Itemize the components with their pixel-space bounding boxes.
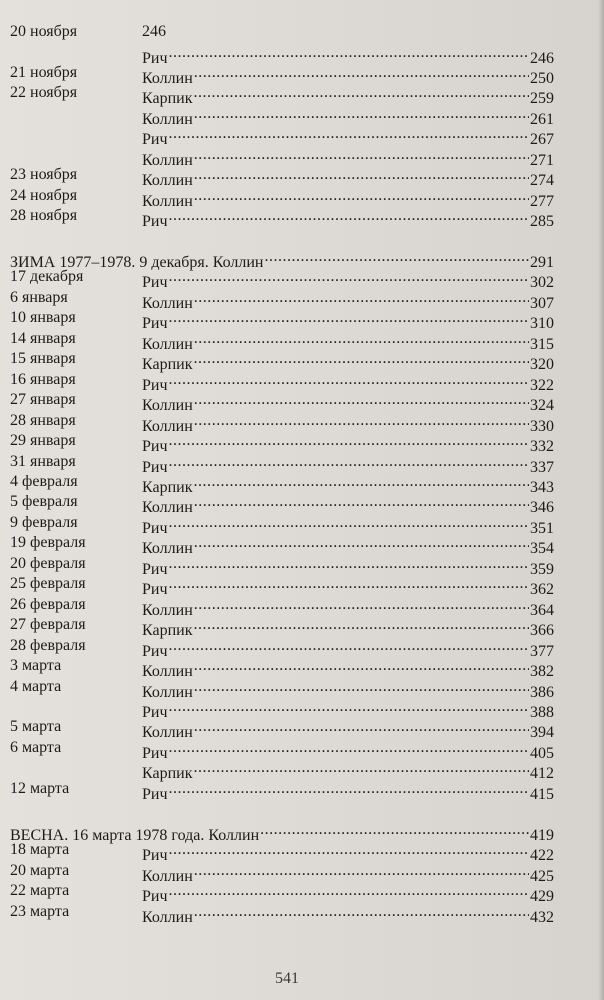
dot-leader	[194, 63, 529, 83]
dot-leader	[193, 615, 529, 635]
dot-leader	[193, 472, 529, 492]
toc-entry	[142, 206, 554, 232]
narrator-name: Рич	[142, 376, 168, 394]
page-ref: 415	[530, 785, 554, 803]
page-ref: 271	[530, 151, 554, 169]
page-ref: 394	[530, 724, 554, 742]
toc-line	[10, 615, 554, 640]
narrator-name: Коллин	[142, 69, 193, 87]
entry-date: 31 января	[10, 452, 76, 470]
entry-date: 18 марта	[10, 841, 70, 859]
dot-leader	[193, 758, 529, 778]
dot-leader	[194, 145, 529, 165]
narrator-name: Рич	[142, 744, 168, 762]
page-ref: 250	[530, 69, 554, 87]
toc-line	[10, 840, 554, 865]
page-ref: 267	[530, 131, 554, 149]
page-ref: 364	[530, 601, 554, 619]
narrator-name: Коллин	[142, 172, 193, 190]
toc-line	[10, 533, 554, 558]
toc-line	[10, 329, 554, 353]
page-ref: 322	[530, 376, 554, 394]
toc-line	[10, 861, 554, 885]
entry-date: 28 ноября	[10, 207, 78, 224]
dot-leader	[194, 186, 529, 206]
page-ref: 332	[530, 438, 554, 455]
narrator-name: Рич	[142, 847, 168, 865]
dot-leader	[194, 677, 529, 697]
page-ref: 320	[530, 356, 554, 374]
page-spine-shadow	[598, 0, 604, 1000]
entry-date: 12 марта	[10, 779, 70, 797]
narrator-name: Коллин	[142, 663, 193, 680]
toc-section-heading-line	[10, 820, 554, 844]
dot-leader	[169, 554, 529, 574]
toc-line	[10, 492, 554, 517]
page-ref: 315	[530, 335, 554, 353]
dot-leader	[169, 881, 529, 901]
entry-date: 28 января	[10, 411, 76, 429]
dot-leader	[194, 492, 529, 512]
toc-line	[10, 472, 554, 496]
narrator-name: Рич	[142, 642, 168, 660]
narrator-name: Коллин	[142, 294, 193, 312]
narrator-name: Рич	[142, 315, 168, 333]
dot-leader	[194, 165, 529, 185]
toc-line	[10, 513, 554, 537]
page-ref: 425	[530, 867, 554, 885]
entry-date: 16 января	[10, 370, 76, 388]
entry-date: 26 февраля	[10, 595, 86, 613]
toc-line	[10, 902, 554, 926]
toc-line	[10, 431, 554, 455]
page-ref: 277	[530, 192, 554, 210]
dot-leader	[194, 533, 529, 553]
entry-date: 25 февраля	[10, 575, 86, 593]
narrator-name: Рич	[142, 274, 168, 292]
dot-leader	[169, 431, 529, 451]
page-ref: 366	[530, 622, 554, 640]
entry-date: 23 марта	[10, 902, 70, 920]
toc-line	[10, 165, 554, 190]
page-ref: 377	[530, 642, 554, 660]
toc-line	[10, 452, 554, 476]
entry-date: 10 января	[10, 309, 76, 327]
dot-leader	[169, 308, 529, 328]
narrator-name: Карпик	[142, 622, 193, 640]
entry-date: 15 января	[10, 350, 76, 368]
page-ref: 422	[530, 847, 554, 865]
narrator-name: Коллин	[142, 417, 193, 435]
toc-line	[10, 308, 554, 333]
page-ref: 307	[530, 294, 554, 312]
dot-leader	[169, 574, 529, 594]
dot-leader	[169, 452, 529, 472]
narrator-name: Коллин	[142, 683, 193, 701]
page-ref: 246	[142, 23, 166, 40]
page-ref: 346	[530, 499, 554, 517]
narrator-name: Коллин	[142, 540, 193, 558]
page-ref: 285	[530, 213, 554, 230]
toc-line	[10, 124, 554, 149]
page-ref: 261	[530, 110, 554, 128]
section-heading: ВЕСНА. 16 марта 1978 года. Коллин	[10, 826, 260, 844]
narrator-name: Рич	[142, 458, 168, 476]
page-ref: 259	[530, 90, 554, 108]
toc-line	[10, 411, 554, 435]
dot-leader	[194, 390, 529, 410]
toc-line	[10, 717, 554, 742]
dot-leader	[194, 411, 529, 431]
toc-line	[10, 554, 554, 578]
narrator-name: Рич	[142, 49, 168, 67]
dot-leader	[194, 902, 529, 922]
toc-entry	[142, 902, 554, 928]
narrator-name: Рич	[142, 581, 168, 599]
dot-leader	[169, 267, 529, 287]
dot-leader	[193, 83, 529, 103]
page-ref: 386	[530, 683, 554, 701]
entry-date: 22 ноября	[10, 84, 78, 102]
page-ref: 359	[530, 560, 554, 578]
entry-date: 4 февраля	[10, 472, 78, 490]
narrator-name: Карпик	[142, 356, 193, 374]
narrator-name: Коллин	[142, 335, 193, 353]
toc-section-heading-line	[10, 247, 554, 271]
entry-date: 27 февраля	[10, 616, 86, 634]
dot-leader	[169, 370, 529, 390]
dot-leader	[169, 124, 529, 144]
page-number: 541	[275, 970, 299, 987]
page-ref: 246	[530, 49, 554, 67]
page-ref: 302	[530, 274, 554, 292]
entry-date: 20 ноября	[10, 23, 78, 40]
narrator-name: Коллин	[142, 397, 193, 415]
dot-leader	[194, 595, 529, 615]
narrator-name: Рич	[142, 785, 168, 803]
page-ref: 419	[530, 826, 554, 844]
dot-leader	[194, 656, 529, 676]
narrator-name: Коллин	[142, 724, 193, 742]
entry-date: 5 февраля	[10, 493, 78, 511]
entry-date: 28 февраля	[10, 636, 86, 654]
dot-leader	[194, 288, 529, 308]
entry-date: 5 марта	[10, 718, 62, 736]
narrator-name: Рич	[142, 888, 168, 905]
entry-date: 20 марта	[10, 861, 70, 879]
toc-line	[10, 881, 554, 905]
entry-date: 6 января	[10, 288, 68, 306]
toc-entry	[142, 779, 554, 805]
narrator-name: Рич	[142, 213, 168, 230]
toc-line	[10, 83, 554, 108]
toc-line	[10, 349, 554, 374]
entry-date: 19 февраля	[10, 534, 86, 552]
page-ref: 291	[530, 254, 554, 271]
toc-line	[10, 636, 554, 660]
toc-line	[10, 656, 554, 680]
narrator-name: Рич	[142, 560, 168, 578]
narrator-name: Коллин	[142, 151, 193, 169]
dot-leader	[264, 247, 529, 267]
dot-leader	[169, 43, 529, 63]
dot-leader	[194, 329, 529, 349]
toc-line	[10, 779, 554, 803]
toc-line	[10, 595, 554, 619]
toc-line	[10, 186, 554, 210]
toc-line	[10, 145, 554, 169]
toc-line	[10, 697, 554, 721]
page-ref: 412	[530, 765, 554, 783]
toc-line	[10, 288, 554, 312]
entry-date: 3 марта	[10, 657, 62, 674]
entry-date: 20 февраля	[10, 554, 86, 572]
dot-leader	[169, 779, 529, 799]
toc-line	[10, 574, 554, 599]
dot-leader	[169, 840, 529, 860]
page-ref: 432	[530, 908, 554, 926]
toc-line	[10, 758, 554, 783]
toc-line	[10, 63, 554, 87]
toc-line	[10, 267, 554, 292]
entry-date: 22 марта	[10, 882, 70, 899]
entry-date: 23 ноября	[10, 166, 78, 184]
page-ref: 388	[530, 703, 554, 721]
narrator-name: Рич	[142, 438, 168, 455]
entry-date: 6 марта	[10, 738, 62, 756]
entry-date: 29 января	[10, 432, 76, 449]
page-ref: 274	[530, 172, 554, 190]
narrator-name: Карпик	[142, 90, 193, 108]
narrator-name: Рич	[142, 131, 168, 149]
toc-line	[10, 390, 554, 415]
dot-leader	[260, 820, 529, 840]
dot-leader	[194, 861, 529, 881]
narrator-name: Карпик	[142, 478, 193, 496]
narrator-name: Коллин	[142, 499, 193, 517]
entry-date: 17 декабря	[10, 268, 84, 286]
entry-date: 4 марта	[10, 677, 62, 695]
dot-leader	[169, 206, 529, 226]
narrator-name: Коллин	[142, 110, 193, 128]
dot-leader	[194, 104, 529, 124]
entry-date: 27 января	[10, 391, 76, 409]
page-ref: 337	[530, 458, 554, 476]
page-ref: 330	[530, 417, 554, 435]
narrator-name: Коллин	[142, 192, 193, 210]
narrator-name: Рич	[142, 519, 168, 537]
section-heading: ЗИМА 1977–1978. 9 декабря. Коллин	[10, 254, 264, 271]
narrator-name: Коллин	[142, 908, 193, 926]
entry-date: 21 ноября	[10, 63, 78, 81]
entry-date: 14 января	[10, 329, 76, 347]
toc-line	[10, 43, 554, 67]
page-ref: 324	[530, 397, 554, 415]
page-ref: 405	[530, 744, 554, 762]
narrator-name: Рич	[142, 703, 168, 721]
toc-line	[10, 206, 554, 230]
page-ref: 382	[530, 663, 554, 680]
dot-leader	[193, 349, 529, 369]
entry-date: 9 февраля	[10, 513, 78, 531]
dot-leader	[169, 738, 529, 758]
narrator-name: Карпик	[142, 765, 193, 783]
dot-leader	[169, 636, 529, 656]
page-ref: 310	[530, 315, 554, 333]
narrator-name: Коллин	[142, 601, 193, 619]
toc-line	[10, 22, 554, 42]
dot-leader	[169, 513, 529, 533]
page-ref: 429	[530, 888, 554, 905]
dot-leader	[194, 717, 529, 737]
toc-line	[10, 677, 554, 701]
toc-line	[10, 738, 554, 762]
dot-leader	[169, 697, 529, 717]
page-ref: 351	[530, 519, 554, 537]
page-ref: 343	[530, 478, 554, 496]
toc-line	[10, 104, 554, 128]
page-ref: 362	[530, 581, 554, 599]
toc-line	[10, 370, 554, 394]
entry-date: 24 ноября	[10, 186, 78, 204]
narrator-name: Коллин	[142, 867, 193, 885]
page-ref: 354	[530, 540, 554, 558]
